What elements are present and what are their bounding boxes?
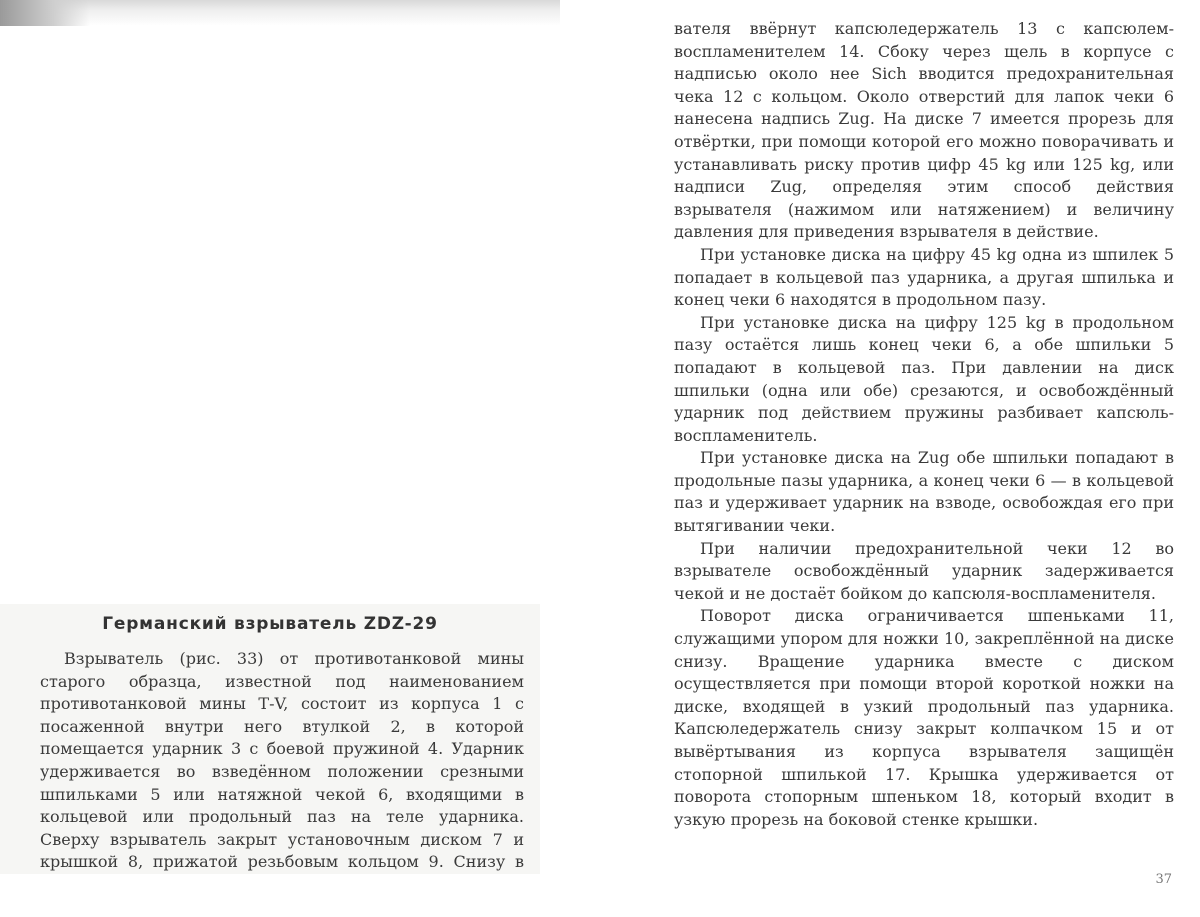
right-paragraph-5: При наличии предохранительной чеки 12 во взрывателе освобождённый ударник задерживается чекой и не достаёт бойком до капсюля-воспламенителя. — [674, 538, 1174, 603]
left-page — [0, 604, 540, 874]
page-gap — [0, 874, 560, 917]
right-page — [660, 18, 1180, 898]
right-paragraph-4: При установке диска на Zug обе шпильки попадают в продольные пазы ударника, а конец чеки 6 — в кольцевой паз и удерживает ударник на взводе, освобождая его при вытягивании чеки. — [674, 448, 1174, 536]
right-text-column — [674, 18, 1174, 831]
right-paragraph-3: При установке диска на цифру 125 kg в продольном пазу остаётся лишь конец чеки 6, а обе шпильки 5 попадают в кольцевой паз. При давлении на диск шпильки (одна или обе) срезаются, и освобождённый ударник под действием пружины разбивает капсюль-воспламенитель. — [674, 312, 1174, 445]
section-title: Германский взрыватель ZDZ-29 — [102, 614, 438, 634]
right-paragraph-2: При установке диска на цифру 45 kg одна из шпилек 5 попадает в кольцевой паз ударника, а другая шпилька и конец чеки 6 находятся в продольном пазу. — [674, 244, 1174, 310]
scan-edge-top — [0, 0, 560, 26]
page-number: 37 — [1155, 872, 1172, 887]
right-paragraph-6: Поворот диска ограничивается шпеньками 11, служащими упором для ножки 10, закреплённой на диске снизу. Вращение ударника вместе с диском осуществляется при помощи второй короткой ножки на диске, входящей в узкий продольный паз ударника. Капсюледержатель снизу закрыт колпачком 15 и от вывёртывания из корпуса взрывателя защищён стопорной шпилькой 17. Крышка удерживается от поворота стопорным шпеньком 18, который входит в узкую прорезь на боковой стенке крышки. — [674, 606, 1174, 829]
right-paragraph-1: вателя ввёрнут капсюледержатель 13 с капсюлем-воспламенителем 14. Сбоку через щель в корпусе с надписью около нее Sich вводится предохранительная чека 12 с кольцом. Около отверстий для лапок чеки 6 нанесена надпись Zug. На диске 7 имеется прорезь для отвёртки, при помощи которой его можно поворачивать и устанавливать риску против цифр 45 kg или 125 kg, или надписи Zug, определяя этим способ действия взрывателя (нажимом или натяжением) и величину давления для приведения взрывателя в действие. — [674, 19, 1174, 242]
left-paragraph: Взрыватель (рис. 33) от противотанковой мины старого образца, известной под наименованием противотанковой мины Т-V, состоит из корпуса 1 с посаженной внутри него втулкой 2, в которой помещается ударник 3 с боевой пружиной 4. Ударник удерживается во взведённом положении срезными шпильками 5 или натяжной чекой 6, входящими в кольцевой или продольный паз на теле ударника. Сверху взрыватель закрыт установочным диском 7 и крышкой 8, прижатой резьбовым кольцом 9. Снизу в — [40, 649, 524, 872]
